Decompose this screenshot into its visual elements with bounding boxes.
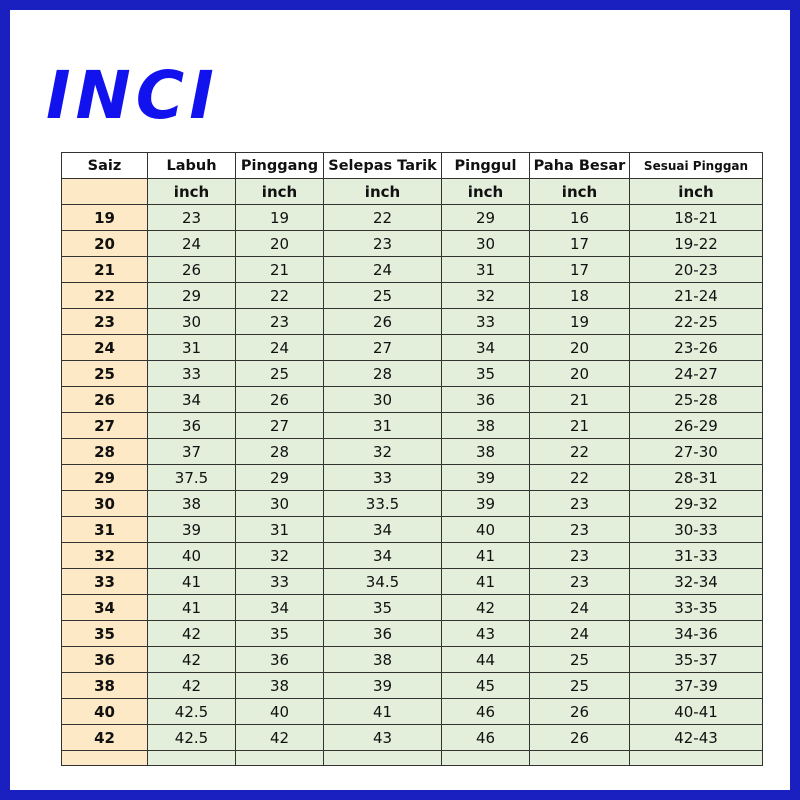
table-cell: 20-23 — [630, 257, 763, 283]
table-row — [62, 205, 763, 231]
table-cell: 37 — [148, 439, 236, 465]
table-cell: 36 — [442, 387, 530, 413]
table-cell: 44 — [442, 647, 530, 673]
table-cell: 25 — [236, 361, 324, 387]
table-cell: 25 — [530, 647, 630, 673]
table-cell: 41 — [148, 569, 236, 595]
table-row — [62, 673, 763, 699]
header-cell: Saiz — [62, 153, 148, 179]
table-cell: 46 — [442, 725, 530, 751]
table-cell: 38 — [442, 439, 530, 465]
table-row — [62, 543, 763, 569]
size-cell: 22 — [62, 283, 148, 309]
spacer-cell — [148, 751, 236, 766]
size-cell: 42 — [62, 725, 148, 751]
table-cell: 45 — [442, 673, 530, 699]
table-cell: 20 — [530, 335, 630, 361]
table-cell: 24 — [530, 621, 630, 647]
table-cell: 19-22 — [630, 231, 763, 257]
table-cell: 29 — [442, 205, 530, 231]
table-cell: 41 — [442, 543, 530, 569]
table-cell: 34 — [236, 595, 324, 621]
table-cell: 23 — [324, 231, 442, 257]
table-cell: 24 — [236, 335, 324, 361]
table-cell: 24 — [324, 257, 442, 283]
size-cell: 28 — [62, 439, 148, 465]
spacer-cell — [442, 751, 530, 766]
table-cell: 28 — [236, 439, 324, 465]
table-cell: 34 — [148, 387, 236, 413]
header-cell: Pinggul — [442, 153, 530, 179]
table-cell: 42.5 — [148, 725, 236, 751]
table-cell: 21-24 — [630, 283, 763, 309]
header-cell: Paha Besar — [530, 153, 630, 179]
table-cell: 33 — [236, 569, 324, 595]
table-cell: 39 — [442, 465, 530, 491]
unit-cell: inch — [324, 179, 442, 205]
table-cell: 42 — [148, 673, 236, 699]
table-row — [62, 257, 763, 283]
size-cell: 34 — [62, 595, 148, 621]
brand-title: INCI — [46, 57, 219, 134]
table-cell: 35 — [442, 361, 530, 387]
header-cell: Labuh — [148, 153, 236, 179]
table-row — [62, 283, 763, 309]
table-cell: 32-34 — [630, 569, 763, 595]
size-cell: 23 — [62, 309, 148, 335]
table-cell: 23 — [530, 569, 630, 595]
table-cell: 39 — [442, 491, 530, 517]
table-cell: 23-26 — [630, 335, 763, 361]
size-chart-table — [61, 152, 763, 766]
table-cell: 28 — [324, 361, 442, 387]
header-cell: Selepas Tarik — [324, 153, 442, 179]
table-cell: 43 — [324, 725, 442, 751]
table-cell: 40 — [442, 517, 530, 543]
size-cell: 21 — [62, 257, 148, 283]
table-cell: 22-25 — [630, 309, 763, 335]
table-cell: 40 — [148, 543, 236, 569]
table-cell: 40 — [236, 699, 324, 725]
table-cell: 22 — [324, 205, 442, 231]
table-cell: 31-33 — [630, 543, 763, 569]
table-cell: 23 — [530, 543, 630, 569]
table-row — [62, 361, 763, 387]
table-row — [62, 725, 763, 751]
table-cell: 36 — [148, 413, 236, 439]
table-cell: 39 — [148, 517, 236, 543]
size-cell: 26 — [62, 387, 148, 413]
table-cell: 34 — [324, 543, 442, 569]
header-cell: Pinggang — [236, 153, 324, 179]
size-cell: 24 — [62, 335, 148, 361]
table-cell: 42 — [236, 725, 324, 751]
table-row — [62, 231, 763, 257]
table-cell: 38 — [148, 491, 236, 517]
table-cell: 26 — [324, 309, 442, 335]
table-cell: 26 — [530, 699, 630, 725]
table-cell: 41 — [148, 595, 236, 621]
table-cell: 30 — [236, 491, 324, 517]
size-cell: 40 — [62, 699, 148, 725]
table-cell: 33 — [324, 465, 442, 491]
table-cell: 43 — [442, 621, 530, 647]
table-cell: 31 — [324, 413, 442, 439]
table-row — [62, 699, 763, 725]
table-cell: 33.5 — [324, 491, 442, 517]
table-cell: 30 — [324, 387, 442, 413]
table-cell: 22 — [236, 283, 324, 309]
table-cell: 20 — [236, 231, 324, 257]
table-cell: 22 — [530, 465, 630, 491]
table-cell: 41 — [324, 699, 442, 725]
size-cell: 27 — [62, 413, 148, 439]
table-row — [62, 309, 763, 335]
table-cell: 34.5 — [324, 569, 442, 595]
table-cell: 31 — [148, 335, 236, 361]
table-cell: 36 — [324, 621, 442, 647]
table-cell: 42.5 — [148, 699, 236, 725]
table-cell: 38 — [442, 413, 530, 439]
size-cell: 33 — [62, 569, 148, 595]
table-cell: 32 — [324, 439, 442, 465]
table-cell: 25 — [324, 283, 442, 309]
size-cell: 19 — [62, 205, 148, 231]
table-cell: 28-31 — [630, 465, 763, 491]
spacer-cell — [630, 751, 763, 766]
table-row — [62, 465, 763, 491]
table-cell: 21 — [530, 413, 630, 439]
table-cell: 42 — [148, 647, 236, 673]
table-cell: 35 — [236, 621, 324, 647]
table-cell: 27-30 — [630, 439, 763, 465]
table-cell: 34-36 — [630, 621, 763, 647]
size-cell: 30 — [62, 491, 148, 517]
header-cell: Sesuai Pinggan — [630, 153, 763, 179]
table-cell: 24-27 — [630, 361, 763, 387]
table-cell: 22 — [530, 439, 630, 465]
table-row — [62, 439, 763, 465]
table-cell: 25 — [530, 673, 630, 699]
table-cell: 23 — [148, 205, 236, 231]
table-cell: 23 — [530, 517, 630, 543]
table-cell: 30 — [442, 231, 530, 257]
table-row — [62, 517, 763, 543]
table-cell: 24 — [530, 595, 630, 621]
header-row — [62, 153, 763, 179]
size-cell: 32 — [62, 543, 148, 569]
spacer-cell — [324, 751, 442, 766]
table-cell: 35 — [324, 595, 442, 621]
table-cell: 19 — [530, 309, 630, 335]
table-cell: 40-41 — [630, 699, 763, 725]
unit-cell: inch — [442, 179, 530, 205]
table-cell: 27 — [324, 335, 442, 361]
table-cell: 25-28 — [630, 387, 763, 413]
table-cell: 30-33 — [630, 517, 763, 543]
table-cell: 30 — [148, 309, 236, 335]
table-cell: 42 — [148, 621, 236, 647]
table-cell: 32 — [236, 543, 324, 569]
table-cell: 21 — [236, 257, 324, 283]
table-row — [62, 621, 763, 647]
table-cell: 19 — [236, 205, 324, 231]
table-cell: 17 — [530, 231, 630, 257]
table-cell: 41 — [442, 569, 530, 595]
unit-cell: inch — [630, 179, 763, 205]
table-row — [62, 387, 763, 413]
table-cell: 35-37 — [630, 647, 763, 673]
table-cell: 29-32 — [630, 491, 763, 517]
table-cell: 31 — [236, 517, 324, 543]
spacer-cell — [236, 751, 324, 766]
size-cell: 29 — [62, 465, 148, 491]
table-cell: 42-43 — [630, 725, 763, 751]
table-cell: 16 — [530, 205, 630, 231]
table-cell: 21 — [530, 387, 630, 413]
table-cell: 46 — [442, 699, 530, 725]
table-row — [62, 595, 763, 621]
table-row-spacer — [62, 751, 763, 766]
table-row — [62, 335, 763, 361]
unit-cell: inch — [236, 179, 324, 205]
size-cell: 36 — [62, 647, 148, 673]
table-cell: 36 — [236, 647, 324, 673]
table-cell: 38 — [236, 673, 324, 699]
table-cell: 26 — [530, 725, 630, 751]
table-cell: 42 — [442, 595, 530, 621]
table-cell: 37.5 — [148, 465, 236, 491]
size-cell: 25 — [62, 361, 148, 387]
table-cell: 33-35 — [630, 595, 763, 621]
table-cell: 26 — [236, 387, 324, 413]
table-row — [62, 491, 763, 517]
unit-cell: inch — [530, 179, 630, 205]
table-cell: 27 — [236, 413, 324, 439]
size-cell: 35 — [62, 621, 148, 647]
table-cell: 23 — [236, 309, 324, 335]
table-cell: 33 — [148, 361, 236, 387]
size-cell: 20 — [62, 231, 148, 257]
table-cell: 26 — [148, 257, 236, 283]
table-cell: 39 — [324, 673, 442, 699]
table-cell: 20 — [530, 361, 630, 387]
table-cell: 24 — [148, 231, 236, 257]
table-cell: 37-39 — [630, 673, 763, 699]
table-cell: 18 — [530, 283, 630, 309]
table-cell: 33 — [442, 309, 530, 335]
size-cell: 31 — [62, 517, 148, 543]
spacer-cell — [530, 751, 630, 766]
size-cell: 38 — [62, 673, 148, 699]
table-cell: 18-21 — [630, 205, 763, 231]
table-cell: 31 — [442, 257, 530, 283]
table-cell: 34 — [442, 335, 530, 361]
unit-cell: inch — [148, 179, 236, 205]
table-cell: 34 — [324, 517, 442, 543]
table-cell: 32 — [442, 283, 530, 309]
table-cell: 38 — [324, 647, 442, 673]
table-cell: 23 — [530, 491, 630, 517]
table-row — [62, 647, 763, 673]
table-cell: 17 — [530, 257, 630, 283]
table-row — [62, 569, 763, 595]
table-cell: 26-29 — [630, 413, 763, 439]
table-cell: 29 — [236, 465, 324, 491]
table-cell: 29 — [148, 283, 236, 309]
spacer-cell — [62, 751, 148, 766]
units-row — [62, 179, 763, 205]
table-row — [62, 413, 763, 439]
unit-cell — [62, 179, 148, 205]
